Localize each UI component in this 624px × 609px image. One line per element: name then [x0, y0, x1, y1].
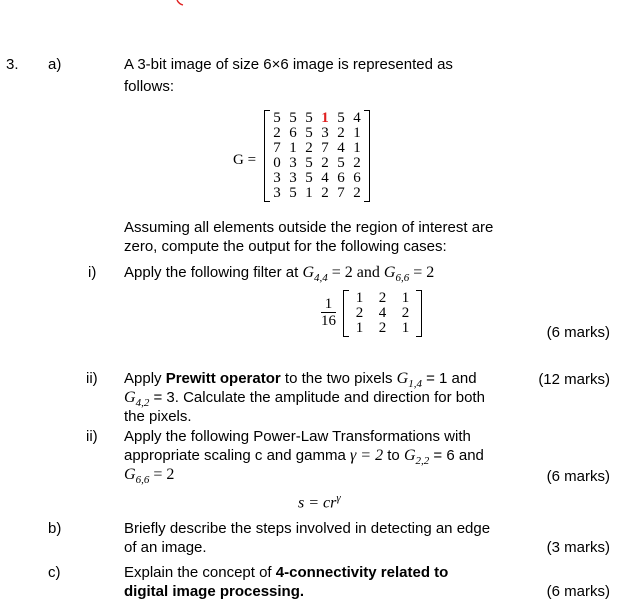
sub-i-marks: (6 marks): [546, 324, 610, 341]
matrix-g: [264, 110, 370, 202]
matrix-row: [269, 141, 365, 156]
matrix-cell: 5: [289, 185, 297, 201]
matrix-cell: 4: [321, 170, 329, 186]
sub-iii-marks: (6 marks): [546, 468, 610, 485]
assume-line2: zero, compute the output for the following cases:: [124, 238, 447, 255]
matrix-cell: 0: [273, 155, 281, 171]
kernel-cell: 1: [355, 320, 364, 336]
matrix-cell: 2: [321, 155, 329, 171]
matrix-cell: 4: [353, 110, 361, 126]
matrix-cell: 2: [353, 185, 361, 201]
matrix-name: G =: [233, 152, 257, 168]
matrix-cell: 2: [305, 140, 313, 156]
part-a-intro-line1: A 3-bit image of size 6×6 image is represented as: [124, 56, 453, 73]
matrix-cell: 3: [289, 170, 297, 186]
matrix-cell: 2: [337, 125, 345, 141]
matrix-cell: 5: [305, 110, 313, 126]
matrix-cell: 1: [321, 110, 329, 126]
kernel-row: [348, 306, 417, 321]
kernel-cell: 1: [401, 320, 410, 336]
matrix-cell: 7: [273, 140, 281, 156]
part-c-label: c): [48, 564, 61, 581]
matrix-row: [269, 171, 365, 186]
matrix-cell: 5: [305, 125, 313, 141]
sub-iii-line3: $G_{6,6} = 2$: [124, 466, 175, 486]
matrix-row: [269, 186, 365, 201]
sub-ii-label: ii): [86, 370, 98, 387]
matrix-row: [269, 111, 365, 126]
matrix-row: [269, 156, 365, 171]
part-c-line2: digital image processing.: [124, 583, 305, 600]
kernel-fraction: [321, 296, 336, 329]
kernel-cell: 2: [355, 305, 364, 321]
kernel-row: [348, 291, 417, 306]
matrix-cell: 4: [337, 140, 345, 156]
sub-iii-line2: appropriate scaling c and gamma γ = 2 to $G_{2,2} = 6$ and: [124, 447, 484, 467]
sub-ii-line2: $G_{4,2} = 3$. Calculate the amplitude and direction for both: [124, 389, 485, 409]
fraction-denominator: 16: [321, 313, 336, 329]
matrix-cell: 6: [337, 170, 345, 186]
matrix-cell: 3: [321, 125, 329, 141]
kernel-cell: 1: [401, 290, 410, 306]
sub-iii-label: ii): [86, 428, 98, 445]
matrix-cell: 3: [273, 185, 281, 201]
matrix-cell: 5: [337, 155, 345, 171]
kernel-cell: 2: [401, 305, 410, 321]
part-a-intro-line2: follows:: [124, 78, 175, 95]
matrix-cell: 3: [289, 155, 297, 171]
matrix-cell: 1: [289, 140, 297, 156]
matrix-cell: 6: [289, 125, 297, 141]
matrix-cell: 2: [273, 125, 281, 141]
kernel-cell: 4: [378, 305, 387, 321]
kernel-cell: 1: [355, 290, 364, 306]
matrix-cell: 6: [353, 170, 361, 186]
kernel-cell: 2: [378, 290, 387, 306]
sub-ii-marks: (12 marks): [538, 371, 610, 388]
red-mark-decoration: [176, 0, 184, 8]
matrix-cell: 5: [337, 110, 345, 126]
matrix-cell: 2: [321, 185, 329, 201]
question-number: 3.: [6, 56, 19, 73]
matrix-cell: 5: [305, 170, 313, 186]
matrix-cell: 5: [289, 110, 297, 126]
matrix-cell: 1: [353, 140, 361, 156]
matrix-cell: 1: [305, 185, 313, 201]
power-law-formula: $s = cr^\gamma$: [298, 492, 341, 512]
filter-kernel: [343, 290, 422, 337]
sub-ii-line3: the pixels.: [124, 408, 192, 425]
part-b-line2: of an image.: [124, 539, 207, 556]
kernel-cell: 2: [378, 320, 387, 336]
part-c-line1: Explain the concept of 4-connectivity related to: [124, 564, 449, 581]
matrix-cell: 2: [353, 155, 361, 171]
sub-ii-line1: Apply Prewitt operator to the two pixels $G_{1,4} = 1$ and: [124, 370, 477, 390]
matrix-cell: 1: [353, 125, 361, 141]
part-c-marks: (6 marks): [546, 583, 610, 600]
part-a-label: a): [48, 56, 62, 73]
part-b-marks: (3 marks): [546, 539, 610, 556]
matrix-cell: 7: [337, 185, 345, 201]
part-b-line1: Briefly describe the steps involved in detecting an edge: [124, 520, 491, 537]
matrix-cell: 7: [321, 140, 329, 156]
part-b-label: b): [48, 520, 62, 537]
assume-line1: Assuming all elements outside the region of interest are: [124, 219, 494, 236]
matrix-row: [269, 126, 365, 141]
sub-i-text: Apply the following filter at $G_{4,4} = 2$ and $G_{6,6} = 2$: [124, 264, 435, 284]
fraction-numerator: 1: [321, 296, 336, 313]
sub-iii-line1: Apply the following Power-Law Transformations with: [124, 428, 471, 445]
matrix-cell: 5: [273, 110, 281, 126]
sub-i-label: i): [88, 264, 97, 281]
matrix-cell: 3: [273, 170, 281, 186]
matrix-cell: 5: [305, 155, 313, 171]
kernel-row: [348, 321, 417, 336]
